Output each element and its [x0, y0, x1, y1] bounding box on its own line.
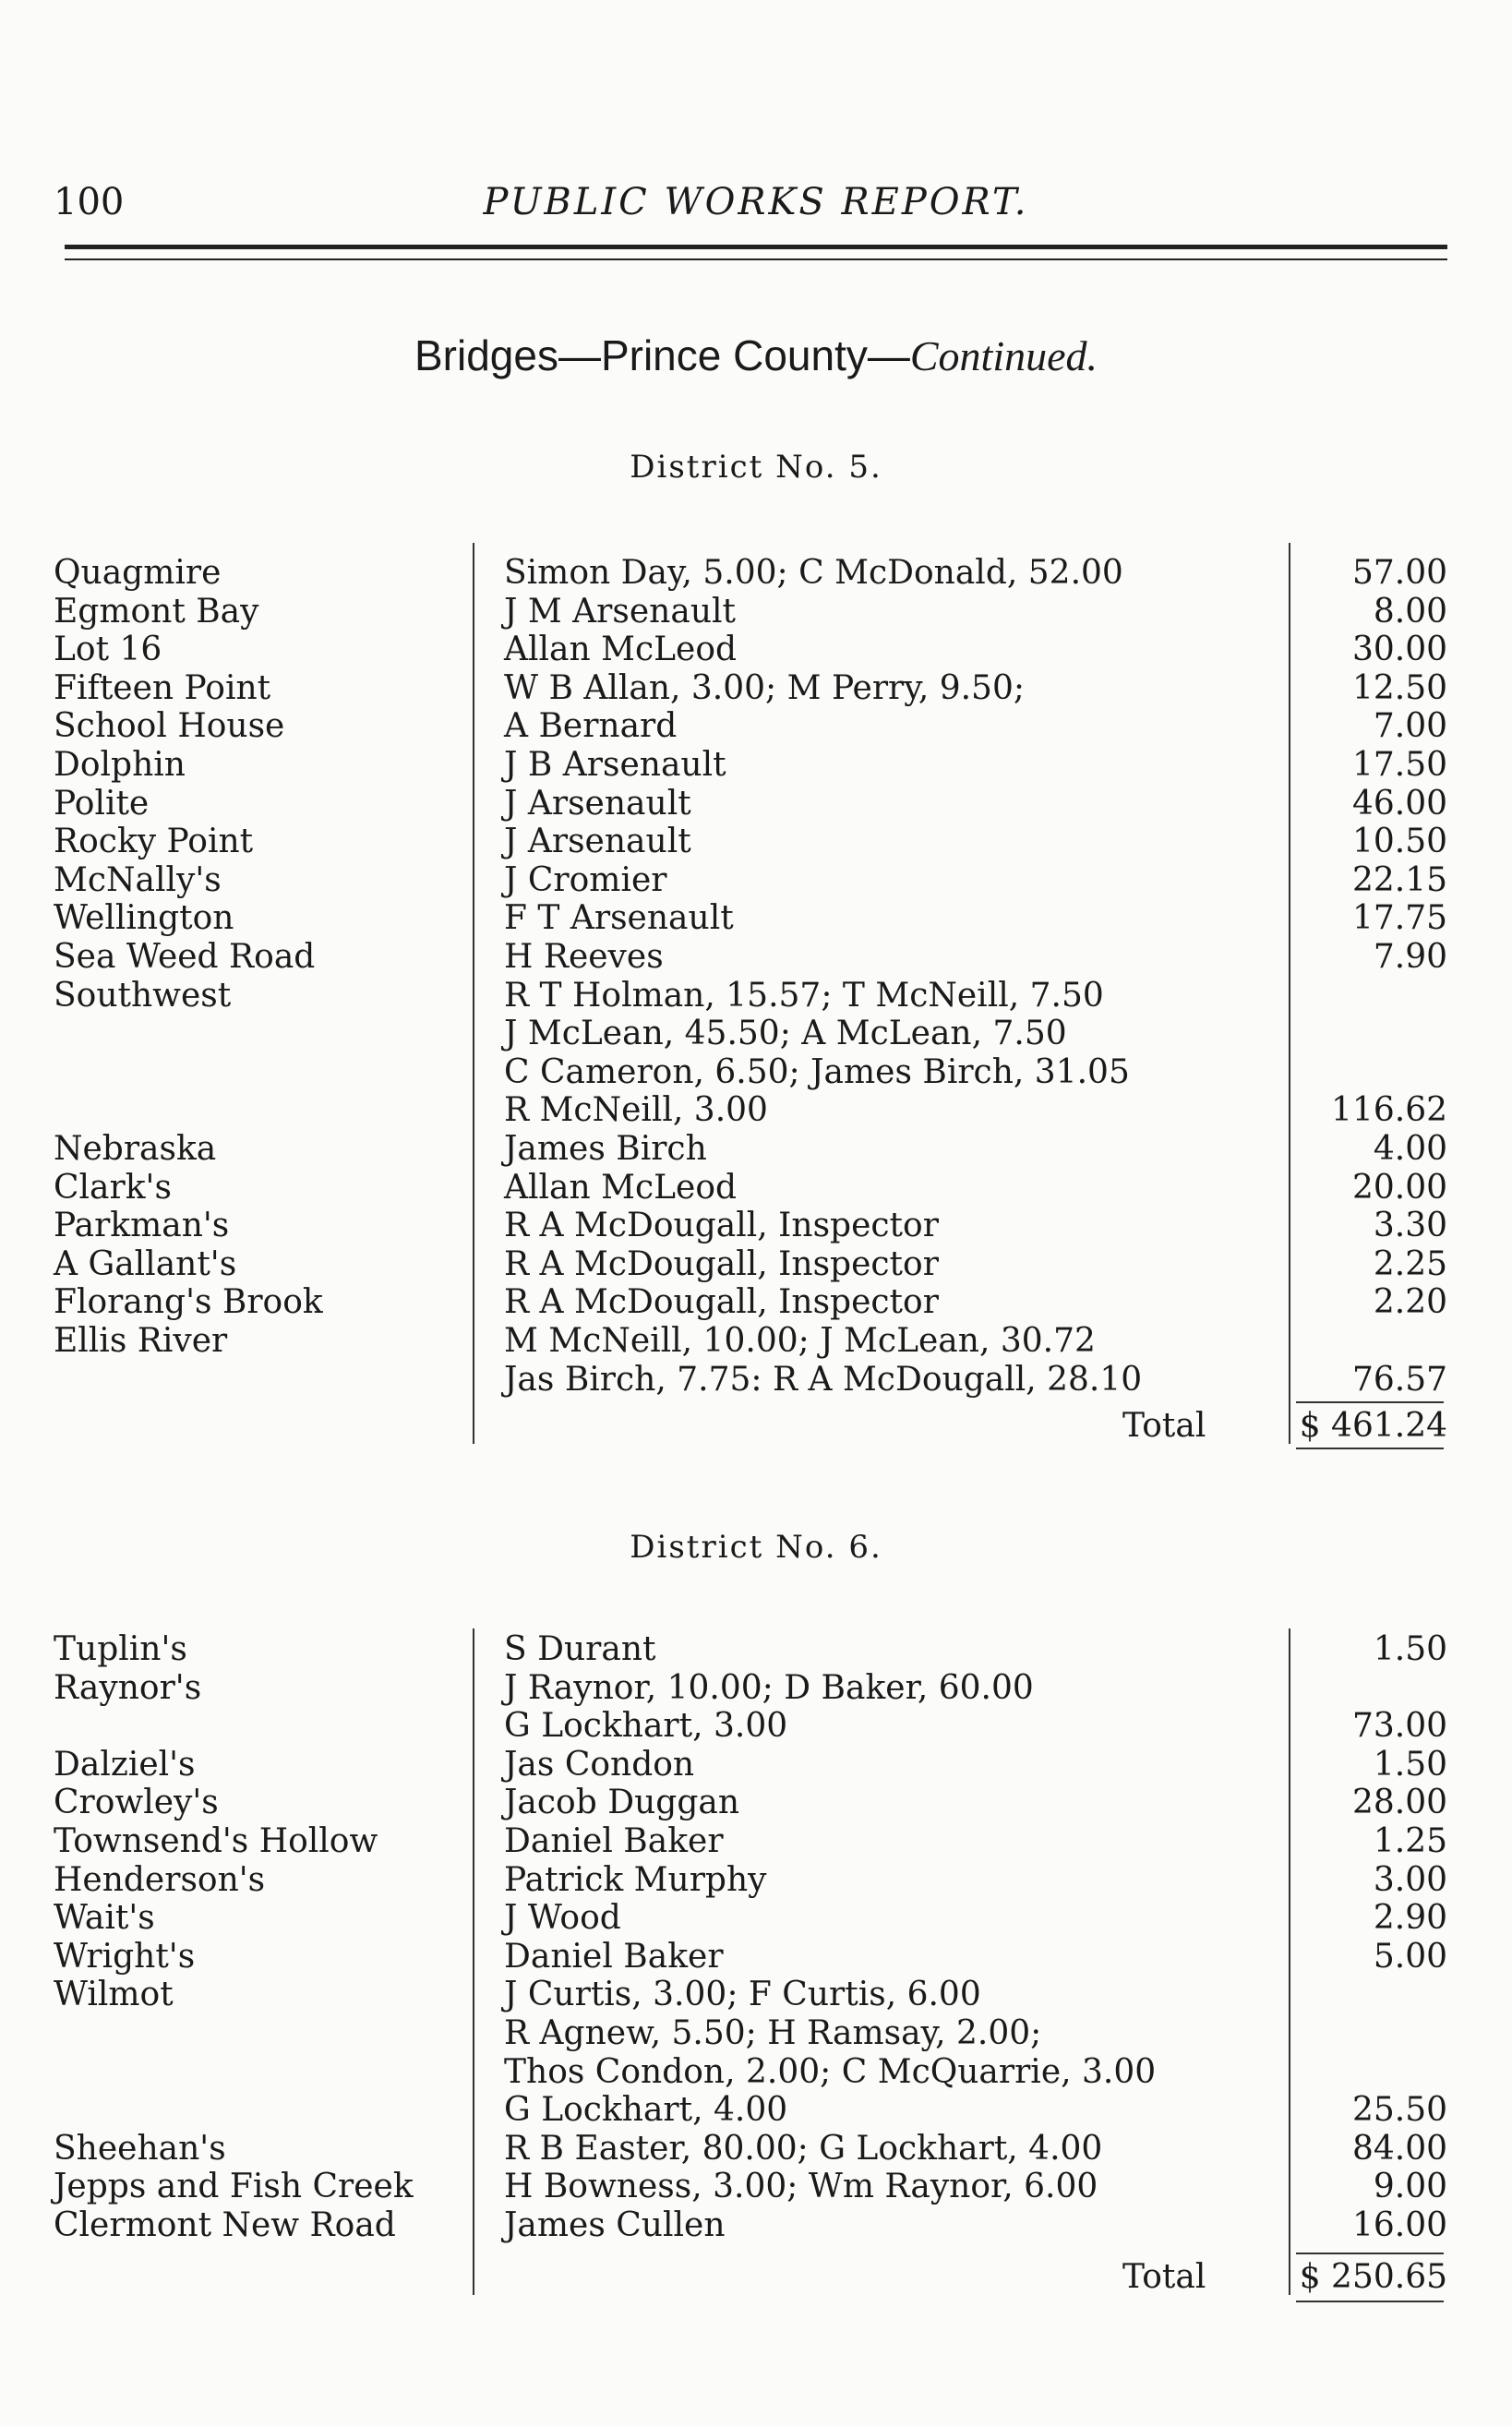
- table-row: [0, 631, 1512, 669]
- bridge-name: Ellis River: [54, 1322, 228, 1360]
- bridge-name: Dalziel's: [54, 1745, 196, 1784]
- table-row: [0, 1784, 1512, 1822]
- table-row: [0, 1822, 1512, 1861]
- payees: Daniel Baker: [504, 1822, 724, 1860]
- amount: 5.00: [1373, 1937, 1447, 1976]
- district-5-heading: District No. 5.: [630, 449, 882, 486]
- bridge-name: Egmont Bay: [54, 592, 259, 631]
- payees: J Curtis, 3.00; F Curtis, 6.00: [504, 1976, 981, 2014]
- table-row: [0, 1746, 1512, 1784]
- payees: R B Easter, 80.00; G Lockhart, 4.00: [504, 2129, 1103, 2168]
- bridge-name: Clark's: [54, 1168, 172, 1207]
- district-6-total-label: Total: [1122, 2258, 1206, 2296]
- bridge-name: A Gallant's: [54, 1244, 237, 1283]
- amount: 1.25: [1373, 1822, 1447, 1860]
- amount: 17.50: [1351, 746, 1447, 784]
- section-title: [0, 330, 1512, 380]
- payees: J B Arsenault: [504, 746, 726, 784]
- amount: 30.00: [1351, 631, 1447, 669]
- table-row: [0, 861, 1512, 900]
- table-row: [0, 1322, 1512, 1361]
- amount: 12.50: [1351, 668, 1447, 707]
- amount: 8.00: [1373, 592, 1447, 631]
- payees: J McLean, 45.50; A McLean, 7.50: [504, 1015, 1067, 1053]
- amount: 76.57: [1351, 1360, 1447, 1399]
- district-5-total-label: Total: [1122, 1407, 1206, 1445]
- district-5-sum-rule: [1296, 1401, 1444, 1403]
- payees: Simon Day, 5.00; C McDonald, 52.00: [504, 554, 1123, 592]
- amount: 116.62: [1331, 1091, 1447, 1130]
- amount: 57.00: [1351, 554, 1447, 592]
- amount: 46.00: [1351, 784, 1447, 823]
- payees: Allan McLeod: [504, 1168, 738, 1207]
- bridge-name: Fifteen Point: [54, 668, 271, 707]
- amount: 9.00: [1373, 2168, 1447, 2206]
- table-row: [0, 1169, 1512, 1207]
- table-row: [0, 2091, 1512, 2130]
- table-row: [0, 785, 1512, 823]
- payees: M McNeill, 10.00; J McLean, 30.72: [504, 1322, 1096, 1360]
- table-row: [0, 2168, 1512, 2206]
- amount: 22.15: [1351, 860, 1447, 899]
- amount: 2.25: [1373, 1244, 1447, 1283]
- table-row: [0, 1015, 1512, 1053]
- table-row: [0, 1053, 1512, 1092]
- bridge-name: Wellington: [54, 899, 234, 938]
- amount: 20.00: [1351, 1168, 1447, 1207]
- district-6-total-underline: [1296, 2301, 1444, 2302]
- table-row: [0, 1091, 1512, 1130]
- payees: Allan McLeod: [504, 631, 738, 669]
- bridge-name: Sea Weed Road: [54, 938, 316, 976]
- payees: G Lockhart, 3.00: [504, 1707, 788, 1746]
- amount: 3.30: [1373, 1207, 1447, 1245]
- amount: 73.00: [1351, 1707, 1447, 1746]
- payees: James Birch: [504, 1130, 707, 1168]
- table-row: [0, 1245, 1512, 1284]
- table-row: [0, 1669, 1512, 1708]
- bridge-name: Rocky Point: [54, 823, 254, 861]
- table-row: [0, 1207, 1512, 1245]
- payees: J Arsenault: [504, 823, 691, 861]
- amount: 7.90: [1373, 938, 1447, 976]
- payees: Thos Condon, 2.00; C McQuarrie, 3.00: [504, 2052, 1157, 2091]
- bridge-name: Henderson's: [54, 1860, 266, 1899]
- bridge-name: Raynor's: [54, 1668, 202, 1707]
- bridge-name: Wait's: [54, 1899, 155, 1938]
- table-row: [0, 1899, 1512, 1938]
- payees: J Arsenault: [504, 784, 691, 823]
- section-title-continued: Continued.: [909, 332, 1098, 379]
- payees: H Bowness, 3.00; Wm Raynor, 6.00: [504, 2168, 1098, 2206]
- table-row: [0, 669, 1512, 708]
- payees: R A McDougall, Inspector: [504, 1283, 939, 1322]
- amount: 3.00: [1373, 1860, 1447, 1899]
- table-row: [0, 746, 1512, 785]
- table-row: [0, 2014, 1512, 2053]
- bridge-name: Polite: [54, 784, 150, 823]
- district-6-heading: District No. 6.: [630, 1529, 882, 1566]
- table-row: [0, 1938, 1512, 1976]
- district-6-total-amount: $ 250.65: [1299, 2258, 1447, 2296]
- table-row: [0, 2130, 1512, 2169]
- amount: 25.50: [1351, 2091, 1447, 2130]
- bridge-name: Nebraska: [54, 1130, 217, 1168]
- table-row: [0, 1361, 1512, 1400]
- payees: Jas Condon: [504, 1745, 695, 1784]
- district-6-sum-rule: [1296, 2253, 1444, 2254]
- amount: 2.20: [1373, 1283, 1447, 1322]
- amount: 84.00: [1351, 2129, 1447, 2168]
- bridge-name: Dolphin: [54, 746, 186, 784]
- running-title: PUBLIC WORKS REPORT.: [483, 181, 1029, 223]
- table-row: [0, 1630, 1512, 1669]
- amount: 4.00: [1373, 1130, 1447, 1168]
- payees: R Agnew, 5.50; H Ramsay, 2.00;: [504, 2014, 1042, 2052]
- bridge-name: Clermont New Road: [54, 2206, 396, 2244]
- district-5-total-amount: $ 461.24: [1299, 1407, 1447, 1445]
- section-title-text: Bridges—Prince County—: [414, 331, 910, 379]
- payees: S Durant: [504, 1630, 656, 1668]
- payees: J Raynor, 10.00; D Baker, 60.00: [504, 1668, 1034, 1707]
- payees: James Cullen: [504, 2206, 726, 2244]
- bridge-name: Tuplin's: [54, 1630, 187, 1668]
- amount: 1.50: [1373, 1630, 1447, 1668]
- bridge-name: Sheehan's: [54, 2129, 226, 2168]
- payees: G Lockhart, 4.00: [504, 2091, 788, 2130]
- amount: 16.00: [1351, 2206, 1447, 2244]
- amount: 28.00: [1351, 1784, 1447, 1822]
- bridge-name: Quagmire: [54, 554, 222, 592]
- table-row: [0, 2206, 1512, 2245]
- table-row: [0, 938, 1512, 977]
- amount: 1.50: [1373, 1745, 1447, 1784]
- payees: R A McDougall, Inspector: [504, 1207, 939, 1245]
- table-row: [0, 707, 1512, 746]
- payees: J Wood: [504, 1899, 621, 1938]
- bridge-name: Wilmot: [54, 1976, 174, 2014]
- table-row: [0, 899, 1512, 938]
- payees: Daniel Baker: [504, 1937, 724, 1976]
- bridge-name: Crowley's: [54, 1784, 219, 1822]
- bridge-name: McNally's: [54, 860, 222, 899]
- district-5-total-row: [0, 1407, 1512, 1446]
- table-row: [0, 1130, 1512, 1169]
- payees: A Bernard: [504, 707, 678, 746]
- bridge-name: Jepps and Fish Creek: [54, 2168, 414, 2206]
- payees: J Cromier: [504, 860, 667, 899]
- bridge-name: Lot 16: [54, 631, 162, 669]
- payees: Jacob Duggan: [504, 1784, 740, 1822]
- district-5-total-underline: [1296, 1448, 1444, 1449]
- payees: W B Allan, 3.00; M Perry, 9.50;: [504, 668, 1025, 707]
- table-row: [0, 823, 1512, 861]
- table-row: [0, 1283, 1512, 1322]
- header-rule-thin: [65, 258, 1447, 260]
- bridge-name: Wright's: [54, 1937, 196, 1976]
- bridge-name: Florang's Brook: [54, 1283, 323, 1322]
- amount: 17.75: [1351, 899, 1447, 938]
- table-row: [0, 1976, 1512, 2014]
- payees: R A McDougall, Inspector: [504, 1244, 939, 1283]
- bridge-name: School House: [54, 707, 285, 746]
- district-6-total-row: [0, 2258, 1512, 2297]
- payees: C Cameron, 6.50; James Birch, 31.05: [504, 1052, 1130, 1091]
- table-row: [0, 593, 1512, 631]
- table-row: [0, 554, 1512, 593]
- payees: Patrick Murphy: [504, 1860, 767, 1899]
- amount: 7.00: [1373, 707, 1447, 746]
- table-row: [0, 2053, 1512, 2092]
- bridge-name: Townsend's Hollow: [54, 1822, 378, 1860]
- bridge-name: Southwest: [54, 976, 232, 1015]
- payees: F T Arsenault: [504, 899, 734, 938]
- amount: 2.90: [1373, 1899, 1447, 1938]
- payees: J M Arsenault: [504, 592, 736, 631]
- payees: H Reeves: [504, 938, 664, 976]
- table-row: [0, 1861, 1512, 1900]
- table-row: [0, 1707, 1512, 1746]
- payees: R T Holman, 15.57; T McNeill, 7.50: [504, 976, 1104, 1015]
- header-rule-thick: [65, 245, 1447, 249]
- amount: 10.50: [1351, 823, 1447, 861]
- page-number: 100: [54, 181, 125, 223]
- bridge-name: Parkman's: [54, 1207, 230, 1245]
- table-row: [0, 977, 1512, 1015]
- payees: Jas Birch, 7.75: R A McDougall, 28.10: [504, 1360, 1143, 1399]
- payees: R McNeill, 3.00: [504, 1091, 768, 1130]
